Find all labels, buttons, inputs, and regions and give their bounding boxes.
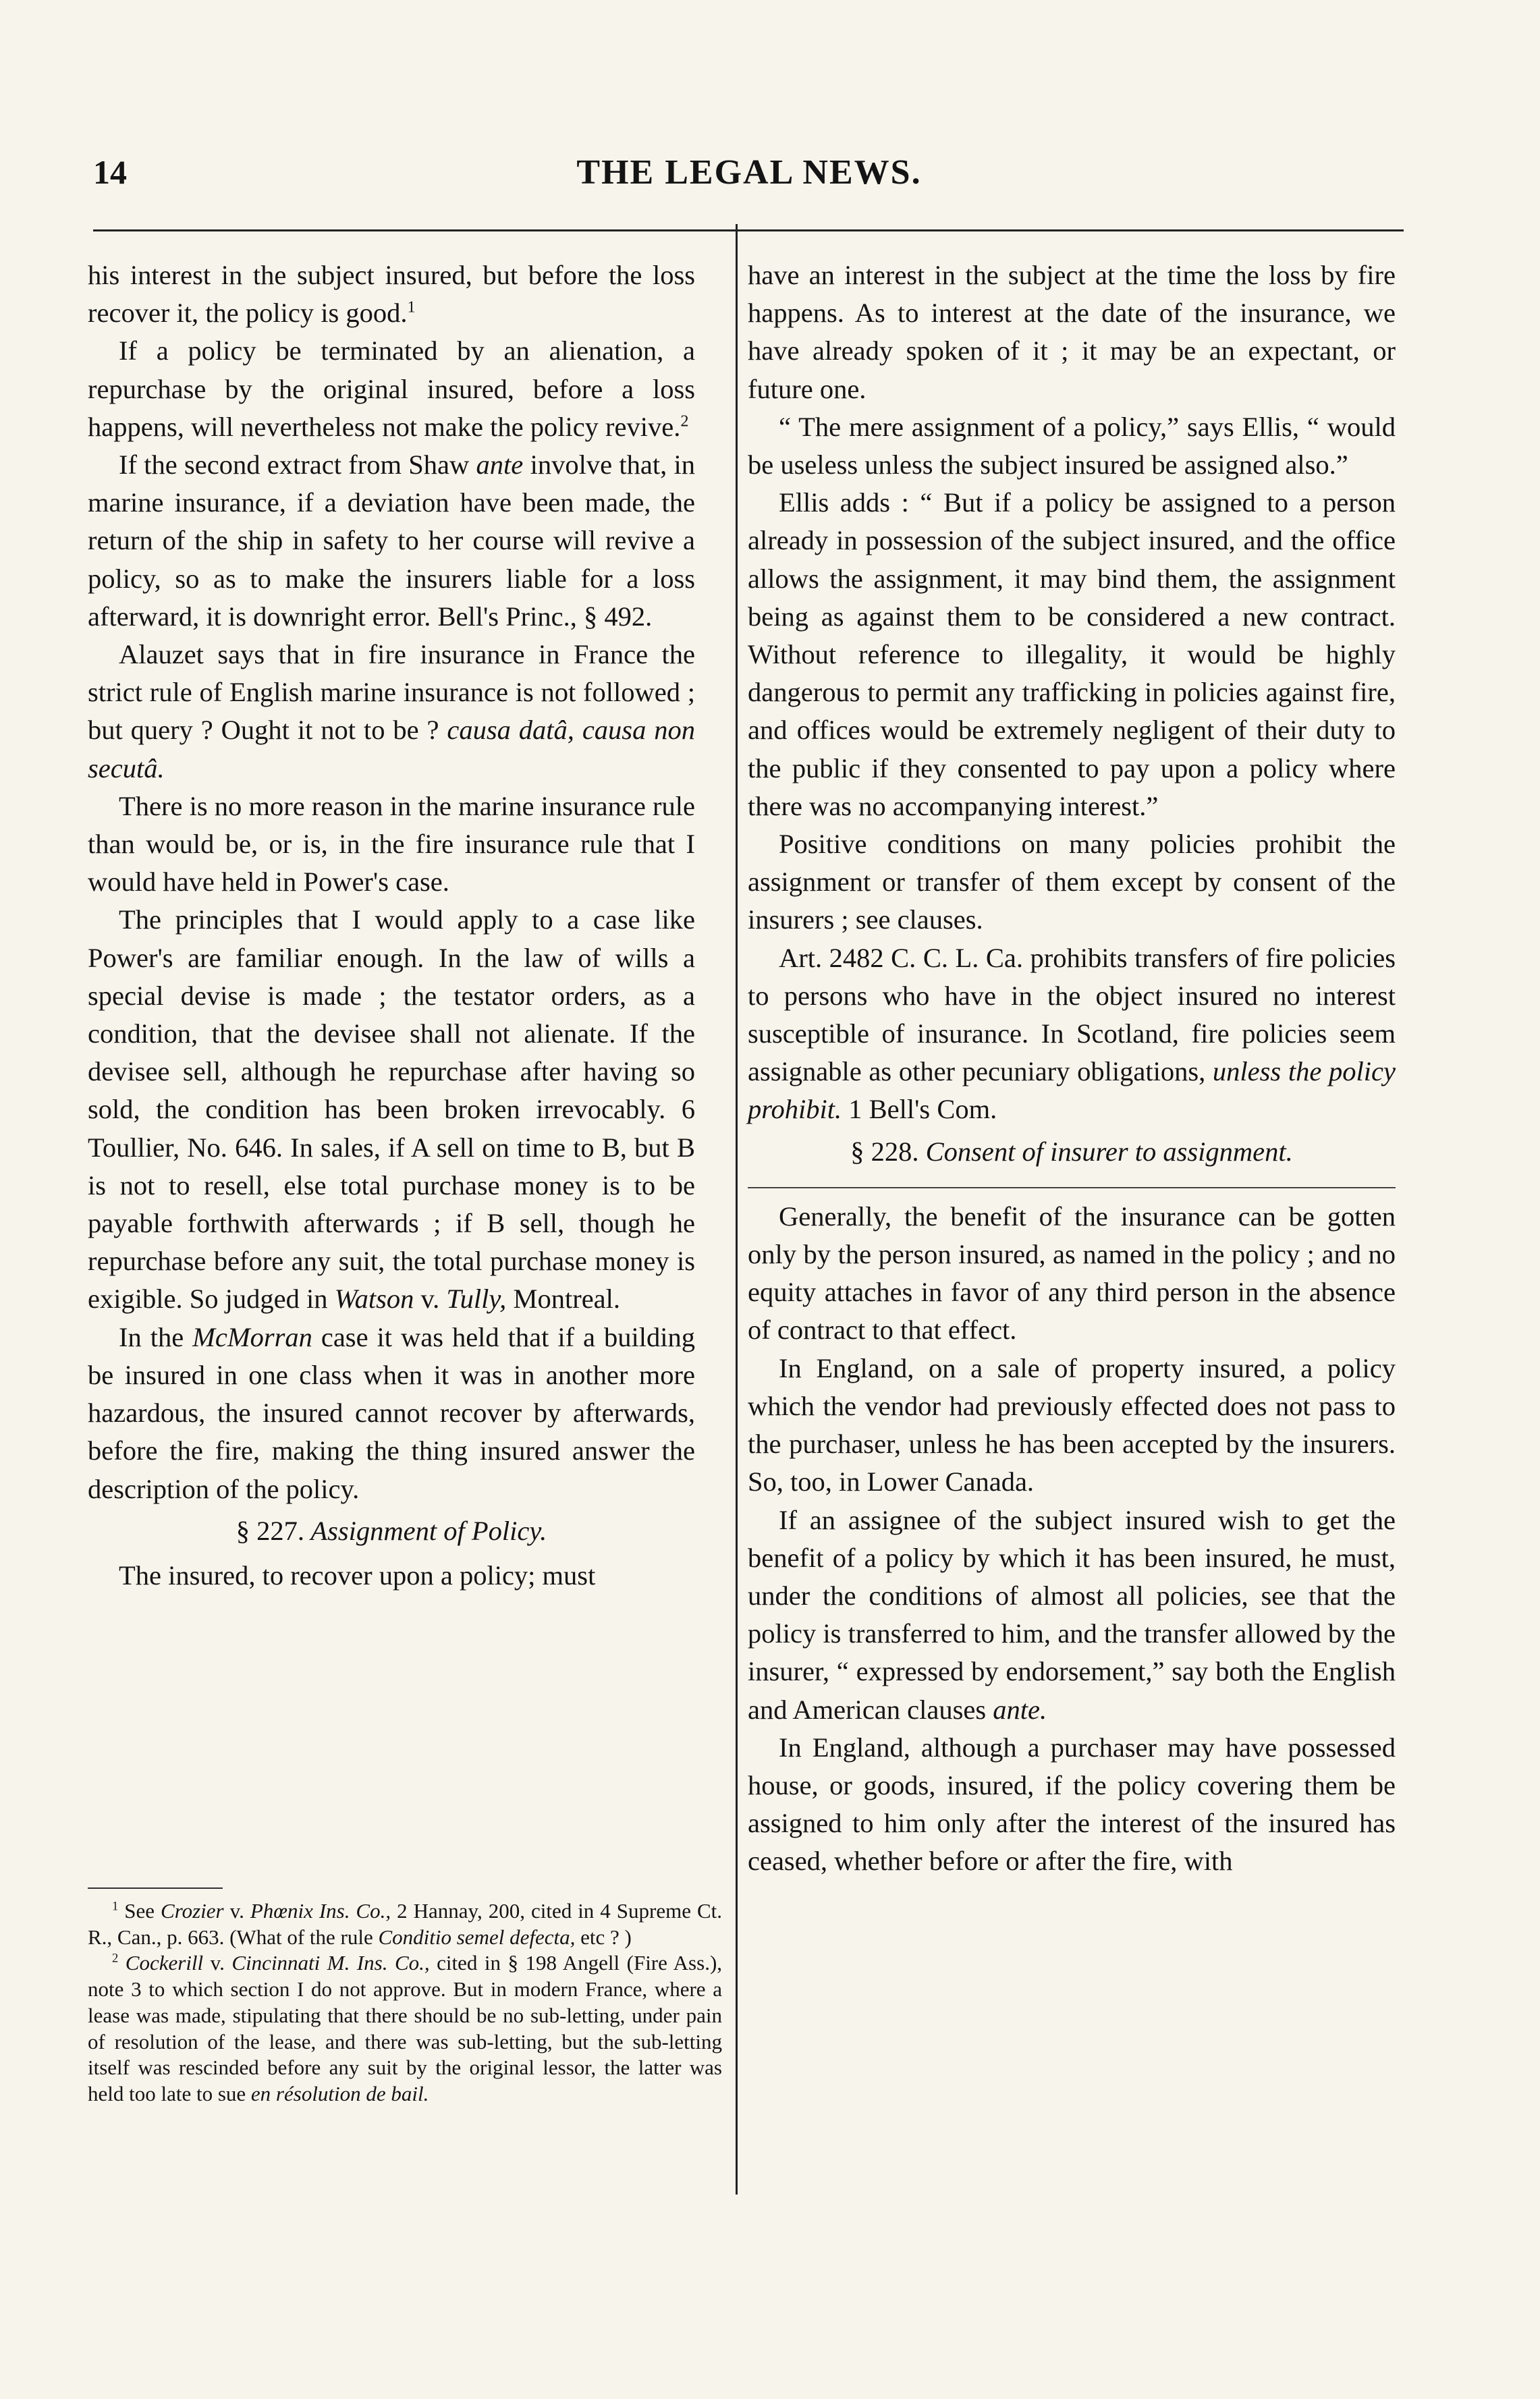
paragraph: Positive conditions on many policies prohibit the assignment or transfer of them except by consent of the insurers ; see clauses. [748,829,1396,935]
running-title: THE LEGAL NEWS. [576,153,922,192]
paragraph: If the second extract from Shaw ante involve that, in marine insurance, if a deviation have been made, the return of the ship in safety to her course will revive a policy, so as to make the insurers liable for a loss afterward, it is downright error. Bell's Princ., § 492. [88,449,695,632]
section-rule [748,1187,1396,1188]
paragraph: his interest in the subject insured, but before the loss recover it, the policy is good.$^1$ [88,260,695,329]
paragraph: If a policy be terminated by an alienation, a repurchase by the original insured, before a loss happens, will nevertheless not make the policy revive.$^2$ [88,335,695,442]
footnote-1: $^1$ See Crozier v. Phœnix Ins. Co., 2 Hannay, 200, cited in 4 Supreme Ct. R., Can., p. 663. (What of the rule Conditio semel defecta, etc ? ) [88,1899,722,1949]
paragraph: The principles that I would apply to a case like Power's are familiar enough. In the law of wills a special devise is made ; the testator orders, as a condition, that the devisee shall not alienate. If the devisee sell, although he repurchase after having so sold, the condition has been broken irrevocably. 6 Toullier, No. 646. In sales, if A sell on time to B, but B is not to resell, else total purchase money is to be payable forthwith afterwards ; if B sell, though he repurchase before any suit, the total purchase money is exigible. So judged in Watson v. Tully, Montreal. [88,904,695,1315]
footnotes [88,1887,722,2107]
paragraph: In England, although a purchaser may have possessed house, or goods, insured, if the policy covering them be assigned to him only after the interest of the insured has ceased, whether before or after the fire, with [748,1732,1396,1877]
footnote-ref: 1 [407,298,416,316]
page-number: 14 [93,153,127,191]
paragraph: “ The mere assignment of a policy,” says Ellis, “ would be useless unless the subject insured be assigned also.” [748,411,1396,480]
paragraph: have an interest in the subject at the time the loss by fire happens. As to interest at the date of the insurance, we have already spoken of it ; it may be an expectant, or future one. [748,260,1396,404]
paragraph: Alauzet says that in fire insurance in France the strict rule of English marine insurance is not followed ; but query ? Ought it not to be ? causa datâ, causa non secutâ. [88,639,695,783]
page-header [74,144,1424,219]
paragraph: Generally, the benefit of the insurance can be gotten only by the person insured, as named in the policy ; and no equity attaches in favor of any third person in the absence of contract to that effect. [748,1201,1396,1346]
column-divider [736,224,738,2195]
right-column [748,256,1396,1881]
paragraph: Ellis adds : “ But if a policy be assigned to a person already in possession of the subject insured, and the office allows the assignment, it may bind them, the assignment being as against them to be considered a new contract. Without reference to illegality, it would be highly dangerous to permit any trafficking in policies against fire, and offices would be extremely negligent of their duty to the public if they consented to pay upon a policy where there was no accompanying interest.” [748,487,1396,821]
footnote-2: $^2$ Cockerill v. Cincinnati M. Ins. Co., cited in § 198 Angell (Fire Ass.), note 3 to which section I do not approve. But in modern France, where a lease was made, stipulating that there should be no sub-letting, under pain of resolution of the lease, and there was sub-letting, but the sub-letting itself was rescinded before any suit by the original lessor, the latter was held too late to sue en résolution de bail. [88,1951,723,2105]
section-heading-228: § 228. Consent of insurer to assignment. [850,1136,1293,1167]
paragraph: If an assignee of the subject insured wish to get the benefit of a policy by which it has been insured, he must, under the conditions of almost all policies, see that the policy is transferred to him, and the transfer allowed by the insurer, “ expressed by endorsement,” say both the English and American clauses ante. [748,1504,1396,1725]
paragraph: In the McMorran case it was held that if a building be insured in one class when it was in another more hazardous, the insured cannot recover by afterwards, before the fire, making the thing insured answer the description of the policy. [88,1321,695,1504]
paragraph: The insured, to recover upon a policy; must [119,1560,596,1591]
footnote-ref: 2 [680,412,689,431]
header-rule [93,229,1404,231]
section-heading-227: § 227. Assignment of Policy. [236,1515,547,1546]
paragraph: In England, on a sale of property insured, a policy which the vendor had previously effected does not pass to the purchaser, unless he has been accepted by the insurers. So, too, in Lower Canada. [748,1352,1396,1497]
paragraph: There is no more reason in the marine insurance rule than would be, or is, in the fire insurance rule that I would have held in Power's case. [88,790,695,898]
left-column [88,256,695,1595]
footnote-rule [88,1887,223,1889]
paragraph: Art. 2482 C. C. L. Ca. prohibits transfers of fire policies to persons who have in the object insured no interest susceptible of insurance. In Scotland, fire policies seem assignable as other pecuniary obligations, unless the policy prohibit. 1 Bell's Com. [748,942,1396,1125]
